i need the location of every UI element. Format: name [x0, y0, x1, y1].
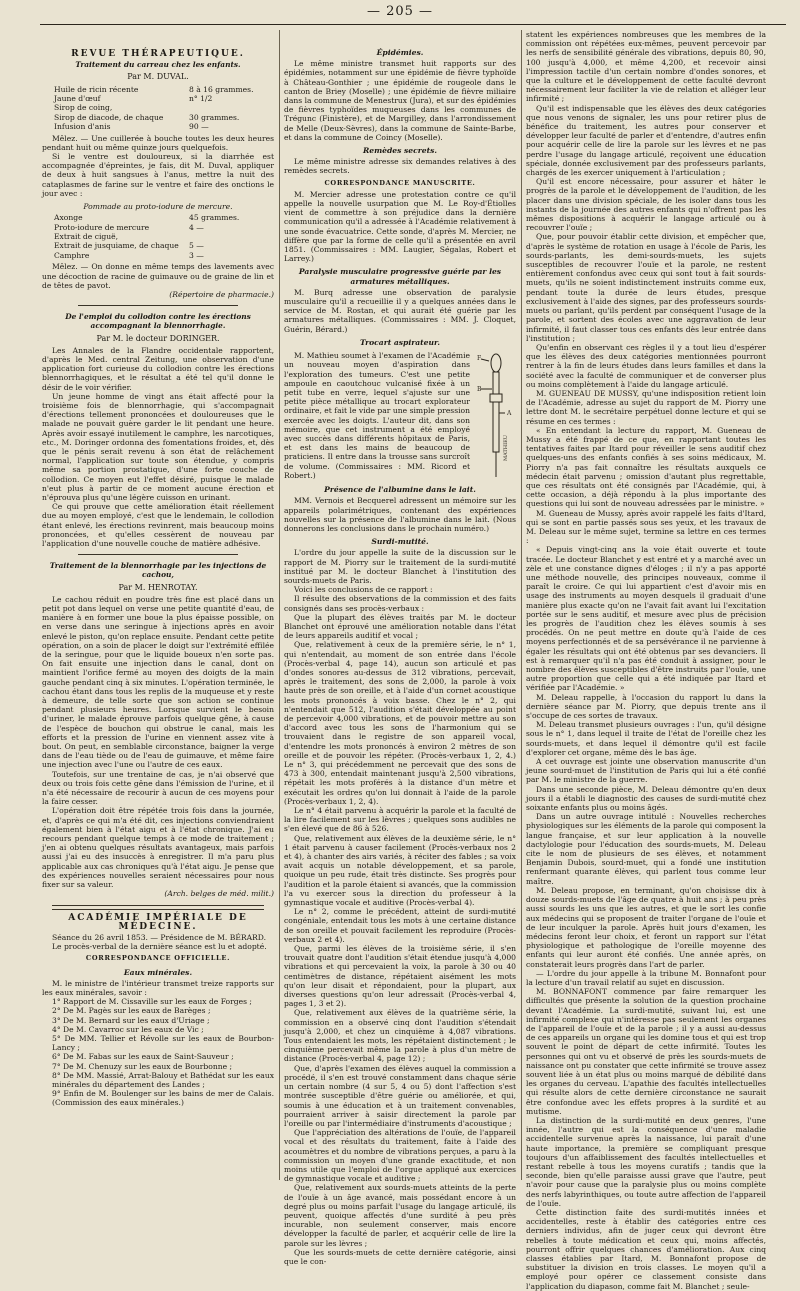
- paragraph: Que, d'après l'examen des élèves auquel la commission a procédé, il s'en est trouvé constamment dans chaque série un certain nombre (4 sur 5, 4 ou 5) dont l'affection s'est montrée susceptible d'être guérie ou améliorée, et qui, soumis à une éducation et à un traitement convenables, pourraient arriver à saisir directement la parole par l'oreille ou par l'intermédiaire d'instruments d'acoustique ;: [284, 1063, 516, 1128]
- formula-quantity: [189, 232, 274, 241]
- paragraph: Que, pour pouvoir établir cette division, et empêcher que, d'après le système de rotation en usage à l'école de Paris, les sourds-parlants, les demi-sourds-muets, les sujets susceptibles de recouvrer l'ouïe et la parole, ne restent entièrement confondus avec ceux qui sont tout à fait sourds-muets, qu'ils ne soient indistinctement instruits comme eux, pendant toute la durée de leurs études, presque exclusivement à l'aide des signes, par des professeurs sourds-muets ou parlant, qu'ils perdent par conséquent l'usage de la parole, et sortent des écoles avec une aggravation de leur infirmité, il faut classer tous ces enfants dès leur entrée dans l'institution ;: [526, 232, 766, 343]
- source-citation: (Arch. belges de méd. milit.): [164, 889, 274, 899]
- list-item: 2° De M. Pagès sur les eaux de Barèges ;: [52, 1006, 211, 1016]
- paragraph: M. Deleau transmet plusieurs ouvrages : l'un, qu'il désigne sous le n° 1, dans lequel il traite de l'état de l'oreille chez les sourds-muets, et dans lequel il démontre qu'il est facile d'explorer cet organe, même dès le bas âge.: [526, 720, 766, 757]
- formula-line: [54, 223, 274, 232]
- article-title: Traitement du carreau chez les enfants.: [75, 60, 241, 70]
- paragraph: Dans une seconde pièce, M. Deleau démontre qu'en deux jours il a établi le diagnostic des causes de surdi-mutité chez soixante enfants plus ou moins âgés.: [526, 784, 766, 813]
- svg-text:B: B: [477, 386, 482, 394]
- session-heading: Séance du 26 avril 1853. — Présidence de M. BÉRARD.: [52, 932, 267, 942]
- formula-line: [54, 251, 274, 260]
- section-title: REVUE THÉRAPEUTIQUE.: [71, 49, 245, 59]
- paragraph: Le même ministre transmet huit rapports sur des épidémies, notamment sur une épidémie de fièvre typhoïde à Château-Gonthier ; une épidémie de rougeole dans le canton de Briey (Moselle) ; une épidémie de fièvre miliaire dans la commune de Menestrux (Jura), et sur des épidémies de fièvres typhoïdes muqueuses dans les communes de Trégunc (Finistère), et de Margilley, dans l'arrondissement de Melle (Deux-Sèvres), dans la commune de Sainte-Barbe, et dans la commune de Coincy (Moselle).: [284, 59, 516, 142]
- paragraph: M. le ministre de l'intérieur transmet treize rapports sur les eaux minérales, savoir :: [42, 978, 274, 997]
- page-number: — 205 —: [366, 4, 434, 19]
- trocart-block: [284, 351, 516, 481]
- subsection-title: Surdi-mutité.: [371, 537, 429, 547]
- formula-ingredient: Sirop de coing,: [54, 103, 113, 113]
- paragraph: La distinction de la surdi-mutité en deux genres, l'une innée, l'autre qui est la conséquence d'une maladie accidentelle survenue après la naissance, lui paraît d'une haute importance, la première se compliquant presque toujours d'un affaiblissement des facultés intellectuelles et restant rebelle à tous les moyens curatifs ; tandis que la seconde, bien qu'elle paraisse aussi grave que l'autre, peut n'avoir pour cause que la paralysie plus ou moins complète des nerfs labyrinthiques, ou toute autre affection de l'appareil de l'ouïe.: [526, 1115, 766, 1208]
- svg-text:A: A: [507, 410, 512, 418]
- formula-list: [54, 85, 274, 132]
- paragraph: Cette distinction faite des surdi-mutités innées et accidentelles, reste à établir des catégories entre ces derniers individus, afin de juger ceux qui devront être rebelles à toute médication et ceux qui, moins affectés, pourront offrir quelques chances d'amélioration. Aux cinq classes établies par Itard, M. Bonnafont propose de substituer la division en trois classes. Le moyen qu'il a employé pour opérer ce classement consiste dans l'application du diapason, comme fait M. Blanchet ; seule-: [526, 1208, 766, 1291]
- column-divider: [279, 30, 280, 1180]
- paragraph: Si le ventre est douloureux, si la diarrhée est accompagnée d'épreintes, je fais, dit M. Duval, appliquer de deux à huit sangsues à l'anus, mettre la nuit des cataplasmes de farine sur le ventre et faire des onctions le jour avec :: [42, 152, 274, 198]
- list-item: 7° De M. Chenuzy sur les eaux de Bourbonne ;: [52, 1061, 233, 1071]
- column-left: [42, 30, 274, 1180]
- formula-ingredient: Infusion d'anis: [54, 122, 111, 132]
- formula-ingredient: Camphre: [54, 250, 90, 260]
- paragraph: Ce qui prouve que cette amélioration était réellement due au moyen employé, c'est que le lendemain, le collodion étant enlevé, les érections revinrent, mais beaucoup moins prononcées, et qu'elles cessèrent de nouveau par l'application d'une nouvelle couche de matière adhésive.: [42, 502, 274, 548]
- paragraph: Qu'il est indispensable que les élèves des deux catégories que nous venons de signaler, les uns pour retirer plus de bénéfice du traitement, les autres pour conserver et développer leur faculté de parler et d'entendre, d'autres enfin pour acquérir celle de lire la parole sur les lèvres et ne pas perdre l'usage du langage articulé, reçoivent une éducation spéciale, donnée exclusivement par des professeurs parlants, chargés de les exercer uniquement à l'articulation ;: [526, 103, 766, 178]
- formula-quantity: 3 —: [189, 250, 204, 260]
- paragraph: M. GUENEAU DE MUSSY, qu'une indisposition retient loin de l'Académie, adresse au sujet du rapport de M. Piorry une lettre dont M. le secrétaire perpétuel donne lecture et qui se résume en ces termes :: [526, 388, 766, 426]
- paragraph: A cet ouvrage est jointe une observation manuscrite d'un jeune sourd-muet de l'institution de Paris qui lui a été confié par M. le ministre de la guerre.: [526, 757, 766, 785]
- paragraph: « En entendant la lecture du rapport, M. Gueneau de Mussy a été frappé de ce que, en rapportant toutes les tentatives faites par Itard pour réveiller le sens auditif chez quelques-uns des enfants confiés à ses soins médicaux, M. Piorry n'a pas fait connaître les résultats auxquels ce médecin était parvenu ; omission d'autant plus regrettable, que ces résultats ont été consignés par l'Académie, qui, à cette occasion, a déjà répondu à la plus importante des questions qui lui sont de nouveau adressées par le ministre. »: [526, 425, 766, 509]
- subsection-title: Présence de l'albumine dans le lait.: [324, 485, 476, 495]
- paragraph: M. Mathieu soumet à l'examen de l'Académie un nouveau moyen d'aspiration dans l'exploration des tumeurs. C'est une petite ampoule en caoutchouc vulcanisé fixée à un petit tube en verre, lequel s'ajuste sur une petite pièce métallique au trocart explorateur ordinaire, et fait le vide par une simple pression exercée avec les doigts. L'auteur dit, dans son mémoire, que cet instrument a été employé avec succès dans différents hôpitaux de Paris, et est dans les mains de beaucoup de praticiens. Il entre dans la trousse sans surcroît de volume. (Commissaires : MM. Ricord et Robert.): [284, 351, 470, 480]
- formula-line: [54, 213, 274, 222]
- paragraph: Le n° 2, comme le précédent, atteint de surdi-mutité congéniale, entendait tous les mots à une certaine distance de son oreille et pouvait facilement les reproduire (Procès-verbaux 2 et 4).: [284, 907, 516, 944]
- article-author: Par M. le docteur DORINGER.: [96, 333, 220, 343]
- subsection-title: CORRESPONDANCE OFFICIELLE.: [85, 954, 231, 963]
- divider: [78, 305, 238, 306]
- header-rule: [40, 24, 786, 25]
- list-item: 3° De M. Bernard sur les eaux d'Uriage ;: [52, 1015, 210, 1025]
- subsection-title: Trocart aspirateur.: [360, 337, 440, 347]
- paragraph: Le même ministre adresse six demandes relatives à des remèdes secrets.: [284, 157, 516, 176]
- paragraph: M. Gueneau de Mussy, après avoir rappelé les faits d'Itard, qui se sont en partie passés sous ses yeux, et les travaux de M. Deleau sur le même sujet, termine sa lettre en ces termes :: [526, 508, 766, 546]
- subsection-title: Remèdes secrets.: [362, 146, 438, 156]
- formula-quantity: 90 —: [189, 122, 209, 132]
- list-item: 1° Rapport de M. Cissaville sur les eaux de Forges ;: [52, 997, 252, 1007]
- formula-ingredient: Extrait de jusquiame, de chaque: [54, 241, 179, 251]
- paragraph: Que, relativement à ceux de la première série, le n° 1, qui n'entendait, au moment de son entrée dans l'école (Procès-verbal 4, page 14), aucun son articulé et pas d'ondes sonores au-dessus de 312 vibrations, percevait, après le traitement, des sons de 2,000, la parole à voix haute près de son oreille, et à l'aide d'un cornet acoustique les mots prononcés à voix basse. Chez le n° 2, qui n'entendait que 512, l'audition s'était développée au point de percevoir 4,000 vibrations, et de pouvoir mettre au son d'accord avec tous les sons de l'harmonium qui se trouvaient dans le registre de son appareil vocal, d'entendre les mots prononcés à environ 2 mètres de son oreille et de pouvoir les répéter. (Procès-verbaux 1, 2, 4.) Le n° 3, qui précédemment ne percevait que des sons de 473 à 300, entendait maintenant jusqu'à 2,500 vibrations, répétait les mots proférés à la distance d'un mètre et exécutait les ordres qu'on lui donnait à l'aide de la parole (Procès-verbaux 1, 2, 4).: [284, 640, 516, 806]
- formula-line: [54, 113, 274, 122]
- list-item: 8° De MM. Massié, Arrat-Balouy et Bathédat sur les eaux minérales du département des Landes ;: [52, 1070, 274, 1089]
- subsection-title: Épidémies.: [376, 48, 424, 57]
- formula-line: [54, 122, 274, 131]
- paragraph: Mêlez. — Une cuillerée à bouche toutes les deux heures pendant huit ou même quinze jours quelquefois.: [42, 133, 274, 152]
- formula-quantity: [189, 103, 274, 112]
- column-divider: [521, 30, 522, 1180]
- paragraph: « Depuis vingt-cinq ans la voie était ouverte et toute tracée. Le docteur Blanchet y est entré et y a marché avec un zèle et une constance dignes d'éloges ; il n'y a pas apporté une méthode nouvelle, des principes nouveaux, comme il paraît le croire. Ce qui lui appartient c'est d'avoir mis en usage des instruments au moyen desquels il graduait d'une manière plus exacte qu'on ne l'avait fait avant lui l'excitation portée sur le sens auditif, et mesure avec plus de précision les progrès de l'audition chez les élèves soumis à ses procédés. On ne peut mettre en doute qu'à l'aide de ces moyens perfectionnés et de sa persévérance il ne parvienne à égaler les résultats qui ont été obtenus par ses devanciers. Il est à remarquer qu'il n'a pas été conduit à assigner, pour le nombre des élèves susceptibles d'être instruits par l'ouïe, une autre proportion que celle qui a été indiquée par Itard et vérifiée par l'Académie. »: [526, 545, 766, 693]
- formula-quantity: 4 —: [189, 222, 204, 232]
- paragraph: Dans un autre ouvrage intitulé : Nouvelles recherches physiologiques sur les éléments de la parole qui composent la langue française, et sur leur application à la nouvelle dactylologie pour l'éducation des sourds-muets, M. Deleau cite le nom de plusieurs de ses élèves, et notamment Benjamin Dubois, sourd-muet, qui a fondé une institution renfermant quarante élèves, qui parlent tous comme leur maître.: [526, 812, 766, 886]
- paragraph: — L'ordre du jour appelle à la tribune M. Bonnafont pour la lecture d'un travail relatif au sujet en discussion.: [526, 968, 766, 987]
- list-item: 4° De M. Cavarroc sur les eaux de Vic ;: [52, 1024, 204, 1034]
- paragraph: Que, parmi les élèves de la troisième série, il s'en trouvait quatre dont l'audition s'était étendue jusqu'à 4,000 vibrations et qui percevaient la voix, la parole à 30 ou 40 centimètres de distance, répétaient aisément les mots qu'on leur disait et répondaient, pour la plupart, aux diverses questions qu'on leur adressait (Procès-verbal 4, pages 1, 3 et 2).: [284, 944, 516, 1009]
- formula-list: [54, 213, 274, 260]
- paragraph: Toutefois, sur une trentaine de cas, je n'ai observé que deux ou trois fois cette gêne dans l'émission de l'urine, et il n'a été nécessaire de recourir à aucun de ces moyens pour la faire cesser.: [42, 769, 274, 807]
- paragraph: Le n° 4 était parvenu à acquérir la parole et la faculté de la lire facilement sur les lèvres ; quelques sons audibles ne s'en élevé que de 86 à 526.: [284, 806, 516, 834]
- divider: [78, 554, 238, 555]
- formula-ingredient: Sirop de diacode, de chaque: [54, 112, 164, 122]
- formula-ingredient: Axonge: [54, 213, 83, 223]
- column-right: [526, 30, 766, 1291]
- formula-line: [54, 85, 274, 94]
- formula-quantity: 30 grammes.: [189, 112, 240, 122]
- paragraph: Voici les conclusions de ce rapport :: [294, 585, 433, 595]
- article-title: De l'emploi du collodion contre les érections accompagnant la blennorrhagie.: [65, 312, 251, 331]
- formula-line: [54, 103, 274, 112]
- formula-quantity: 8 à 16 grammes.: [189, 84, 254, 94]
- paragraph: L'opération doit être répétée trois fois dans la journée, et, d'après ce qui m'a été dit, ces injections conviendraient également bien à l'état aigu et à l'état chronique. J'ai eu recours pendant quelque temps à ce mode de traitement ; j'en ai obtenu quelques résultats avantageux, mais parfois aussi j'ai eu des insuccès à enregistrer. Il m'a paru plus applicable aux cas chroniques qu'à l'état aigu. Je pense que des expériences nouvelles seraient nécessaires pour nous fixer sur sa valeur.: [42, 806, 274, 890]
- ornamental-divider: [52, 905, 264, 910]
- paragraph: M. Deleau rappelle, à l'occasion du rapport lu dans la dernière séance par M. Piorry, que depuis trente ans il s'occupe de ces sortes de travaux.: [526, 692, 766, 721]
- formula-quantity: 45 grammes.: [189, 213, 240, 223]
- paragraph: Qu'il est encore nécessaire, pour assurer et hâter le progrès de la parole et le développement de l'audition, de les placer dans une division spéciale, de les isoler dans tous les instants de la journée des autres enfants qui n'offrent pas les mêmes dispositions à acquérir le langage articulé ou à recouvrer l'ouïe ;: [526, 177, 766, 233]
- article-author: Par M. HENROTAY.: [118, 582, 198, 592]
- svg-text:F: F: [477, 355, 482, 363]
- formula-ingredient: Jaune d'œuf: [54, 94, 101, 104]
- paragraph: Que l'appréciation des altérations de l'ouïe, de l'appareil vocal et des résultats du traitement, faite à l'aide des acoumètres et du nombre de vibrations perçues, a paru à la commission un moyen d'une grande exactitude, et non moins utile que l'emploi de l'orgue appliqué aux exercices de gymnastique vocale et auditive ;: [284, 1128, 516, 1184]
- subsection-title: Paralysie musculaire progressive guérie par les armatures métalliques.: [298, 267, 502, 286]
- paragraph: MM. Vernois et Becquerel adressent un mémoire sur les appareils polarimétriques, contenant des expériences nouvelles sur la présence de l'albumine dans le lait. (Nous donnerons les conclusions dans le prochain numéro.): [284, 496, 516, 533]
- paragraph: Que la plupart des élèves traités par M. le docteur Blanchet ont éprouvé une amélioration notable dans l'état de leurs appareils auditif et vocal ;: [284, 612, 516, 641]
- paragraph: M. Mercier adresse une protestation contre ce qu'il appelle la nouvelle usurpation que M. Le Roy-d'Étiolles vient de commettre à son préjudice dans la dernière communication qu'il a adressée à l'Académie relativement à une sonde évacuatrice. Cette sonde, d'après M. Mercier, ne diffère que par la forme de celle qu'il a présentée en avril 1851. (Commissaires : MM. Laugier, Ségalas, Robert et Larrey.): [284, 189, 516, 264]
- paragraph: Mêlez. — On donne en même temps des lavements avec une décoction de racine de guimauve ou de graine de lin et de têtes de pavot.: [42, 262, 274, 290]
- list-item: 5° De MM. Tellier et Révolle sur les eaux de Bourbon-Lancy ;: [52, 1033, 274, 1053]
- article-author: Par M. DUVAL.: [127, 72, 189, 82]
- paragraph: statent les expériences nombreuses que les membres de la commission ont répétées eux-mêmes, peuvent percevoir par les nerfs de sensibilité générale des vibrations, depuis 80, 90, 100 jusqu'à 4,000, et même 4,200, et recevoir ainsi l'impression tactile d'un certain nombre d'ondes sonores, et que la culture et le développement de cette faculté devront nécessairement leur faciliter la vie de relation et alléger leur infirmité ;: [526, 30, 766, 104]
- list-item: 6° De M. Fabas sur les eaux de Saint-Sauveur ;: [52, 1052, 234, 1062]
- subsection-title: CORRESPONDANCE MANUSCRITE.: [324, 178, 476, 187]
- paragraph: Les Annales de la Flandre occidentale rapportent, d'après le Med. central Zeitung, une observation d'une application fort curieuse du collodion contre les érections blennorrhagiques, et le résultat a été tel qu'il donne le désir de le voir vérifier.: [42, 345, 274, 392]
- paragraph: Que, relativement aux élèves de la deuxième série, le n° 1 était parvenu à causer facilement (Procès-verbaux nos 2 et 4), à chanter des airs variés, à réciter des fables ; sa voix avait acquis un notable développement, et sa parole, quoique un peu rude, était très distincte. Ses progrès pour l'audition et la parole étaient si avancés, que la commission l'a vu exercer sous la direction du professeur à la gymnastique vocale et auditive (Procès-verbal 4).: [284, 833, 516, 908]
- article-title: Traitement de la blennorrhagie par les injections de cachou,: [49, 561, 267, 580]
- paragraph: Le cachou réduit en poudre très fine est placé dans un petit pot dans lequel on verse une petite quantité d'eau, de manière à en former une boue la plus épaisse possible, on en verse dans une seringue à injections après en avoir enlevé le piston, qu'on replace ensuite. Pendant cette petite opération, on a soin de placer le doigt sur l'extrémité effilée de la seringue, pour que le liquide boueux n'en sorte pas. On fait ensuite une injection dans le canal, dont on maintient l'orifice fermé au moyen des doigts de la main gauche pendant cinq à six minutes. L'opération terminée, le cachou étant dans tous les replis de la muqueuse et y reste à demeure, de telle sorte que son action se continue pendant plusieurs heures. Lorsque survient le besoin d'uriner, le malade éprouve parfois quelque gêne, à cause de l'espèce de bouchon qui obstrue le canal, mais les efforts et la pression de l'urine en viennent assez vite à bout. On peut, en semblable circonstance, baigner la verge dans de l'eau tiède ou de l'eau de guimauve, et même faire une injection avec l'une ou l'autre de ces eaux.: [42, 594, 274, 770]
- source-citation: (Répertoire de pharmacie.): [169, 289, 274, 299]
- paragraph: Le procès-verbal de la dernière séance est lu et adopté.: [52, 942, 267, 952]
- formula-title: Pommade au proto-iodure de mercure.: [83, 202, 233, 212]
- trocart-illustration: [476, 351, 516, 481]
- formula-ingredient: Extrait de ciguë,: [54, 232, 119, 242]
- column-middle: [284, 30, 516, 1266]
- paragraph: M. Burq adresse une observation de paralysie musculaire qu'il a recueillie il y a quelques années dans le service de M. Rostan, et qui aurait été guérie par les armatures métalliques. (Commissaires : MM. J. Cloquet, Guérin, Bérard.): [284, 287, 516, 334]
- subsection-title: Eaux minérales.: [123, 967, 193, 977]
- formula-ingredient: Huile de ricin récente: [54, 84, 139, 94]
- formula-quantity: n° 1/2: [189, 94, 213, 104]
- report-list: [42, 997, 274, 1107]
- paragraph: Il résulte des observations de la commission et des faits consignés dans ses procès-verbaux :: [284, 594, 516, 613]
- paragraph: Que, relativement aux élèves de la quatrième série, la commission en a observé cinq dont l'audition s'étendait jusqu'à 2,000, et chez un cinquième à 4,087 vibrations. Tous entendaient les mots, les répétaient distinctement ; le cinquième percevait même la parole à plus d'un mètre de distance (Procès-verbal 4, page 12) ;: [284, 1008, 516, 1064]
- formula-line: [54, 232, 274, 241]
- paragraph: L'ordre du jour appelle la suite de la discussion sur le rapport de M. Piorry sur le traitement de la surdi-mutité institué par M. le docteur Blanchet à l'institution des sourds-muets de Paris.: [284, 548, 516, 585]
- paragraph: Un jeune homme de vingt ans était affecté pour la troisième fois de blennorrhagie, qui s'accompagnait d'érections tellement prononcées et douloureuses que le malade ne pouvait guère garder le lit pendant une heure. Après avoir essayé inutilement le camphre, les narcotiques, etc., M. Doringer ordonna des fomentations froides, et, dès que le pénis serait revenu à son état de relâchement normal, l'application sur toute son étendue, y compris même sa portion prostatique, d'une forte couche de collodion. Ce moyen eut l'effet désiré, puisque le malade n'eut plus à partir de ce moment aucune érection et n'éprouva plus qu'une légère cuisson en urinant.: [42, 391, 274, 502]
- list-item: 9° Enfin de M. Boulenger sur les bains de mer de Calais. (Commission des eaux minérales.): [52, 1089, 274, 1108]
- section-title: ACADÉMIE IMPÉRIALE DE MÉDECINE.: [68, 912, 248, 932]
- instrument-label: MATHIEU: [503, 435, 509, 462]
- formula-line: [54, 94, 274, 103]
- formula-ingredient: Proto-iodure de mercure: [54, 222, 150, 232]
- formula-quantity: 5 —: [189, 241, 204, 251]
- paragraph: M. Deleau propose, en terminant, qu'on choisisse dix à douze sourds-muets de l'âge de quatre à huit ans ; à peu près aussi sourds les uns que les autres, et que le sort les confie aux médecins qui se proposent de traiter l'organe de l'ouïe et de leur inculquer la parole. Après huit jours d'examen, les médecins feront leur choix, et feront un rapport sur l'état physiologique et pathologique de l'oreille moyenne des enfants qui leur auront été confiés. Une année après, on constaterait leurs progrès dans l'art de parler.: [526, 885, 766, 969]
- paragraph: Que les sourds-muets de cette dernière catégorie, ainsi que le con-: [284, 1247, 516, 1266]
- paragraph: Qu'enfin en observant ces règles il y a tout lieu d'espérer que les élèves des deux catégories mentionnées pourront rentrer à la fin de leurs études dans leurs familles et dans la société avec la faculté de communiquer et de converser plus ou moins complètement à l'aide du langage articulé.: [526, 342, 766, 389]
- formula-line: [54, 241, 274, 250]
- paragraph: Que, relativement aux sourds-muets atteints de la perte de l'ouïe à un âge avancé, mais possédant encore à un degré plus ou moins parfait l'usage du langage articulé, ils peuvent, quoique affectés d'une surdité à peu près incurable, non seulement conserver, mais encore développer la faculté de parler, et acquérir celle de lire la parole sur les lèvres ;: [284, 1183, 516, 1248]
- paragraph: M. BONNAFONT commence par faire remarquer les difficultés que présente la solution de la question prochaine devant l'Académie. La surdi-mutité, suivant lui, est une infirmité complexe qui n'intéresse pas seulement les organes de l'appareil de l'ouïe et de la parole ; il y a aussi au-dessus de ces appareils un organe qui les domine tous et qui est trop souvent le point de départ de cette infirmité. Toutes les personnes qui ont vu et observé de près les sourds-muets de naissance ont pu constater que cette infirmité se trouve assez souvent liée à un état plus ou moins marqué de débilité dans les organes du cerveau. L'apathie des facultés intellectuelles qui résulte alors de cette dernière circonstance ne saurait être confondue avec les effets propres à la surdité et au mutisme.: [526, 987, 766, 1116]
